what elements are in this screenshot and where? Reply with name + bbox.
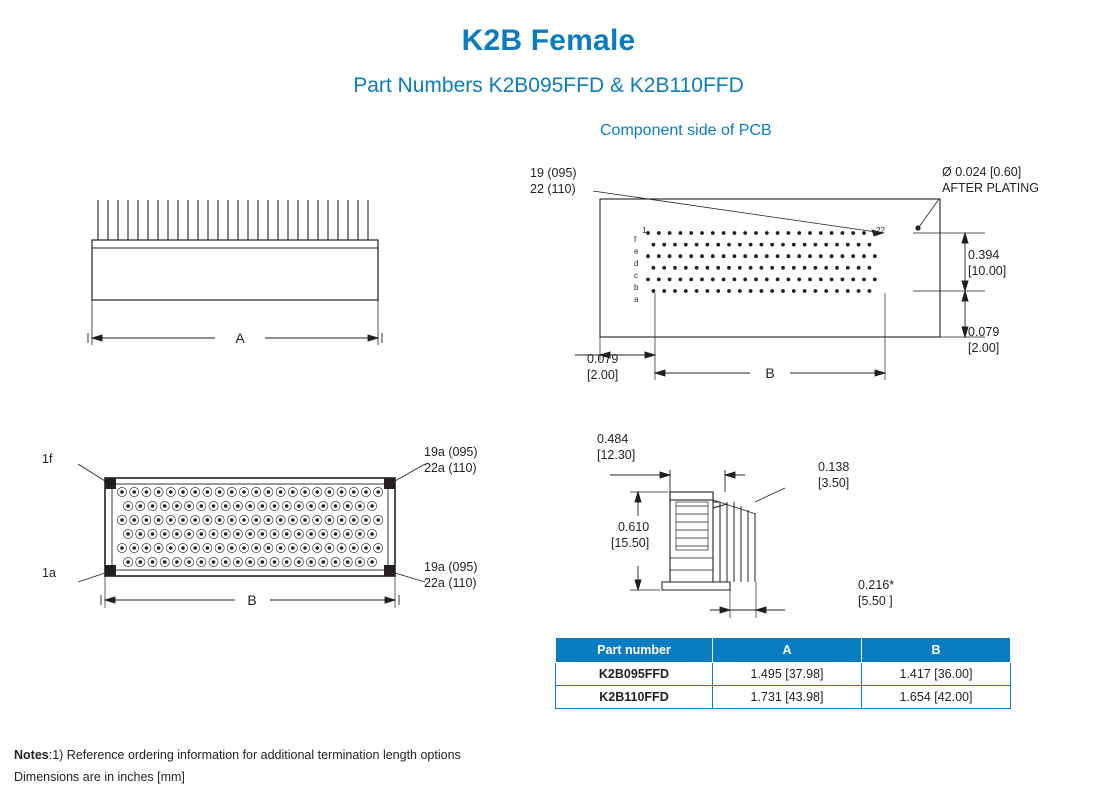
footprint-row-count-095: 19 (095) (530, 166, 577, 180)
bottom-view-label-top-right-line1: 19a (095) (424, 445, 478, 459)
table-cell-a: 1.731 [43.98] (713, 686, 862, 709)
footprint-row-letter-c: c (634, 271, 638, 280)
footprint-dim-right-1 (968, 248, 1006, 279)
bottom-view-label-top-right-line2: 22a (110) (424, 460, 477, 475)
table-header-part-number: Part number (556, 638, 713, 663)
bottom-view-label-top-left: 1f (42, 452, 53, 466)
footprint-dim-right-2-mm: [2.00] (968, 340, 1000, 355)
side-view-dim-tail-mm: [3.50] (818, 475, 850, 490)
dimension-table (555, 637, 1011, 709)
bottom-view-label-bottom-right (424, 560, 478, 591)
side-view-dim-bottom (858, 578, 894, 609)
bottom-view-label-top-right (424, 445, 478, 476)
footprint-row-letter-d: d (634, 259, 639, 268)
notes-label: Notes (14, 748, 49, 762)
notes-line-1 (14, 748, 461, 762)
footprint-dim-right-2-in: 0.079 (968, 325, 1000, 339)
footprint-row-letter-b: b (634, 283, 639, 292)
side-view-dim-width-mm: [12.30] (597, 447, 636, 462)
footprint-dim-right-1-in: 0.394 (968, 248, 1000, 262)
front-view-dim-a: A (235, 330, 245, 346)
footprint-dim-left-mm: [2.00] (587, 367, 619, 382)
footprint-row-letter-a: a (634, 295, 639, 304)
footprint-row-count-110: 22 (110) (530, 181, 576, 196)
pcb-caption: Component side of PCB (600, 122, 772, 139)
table-row (556, 663, 1011, 686)
side-view-dim-width (597, 432, 635, 463)
table-cell-a: 1.495 [37.98] (713, 663, 862, 686)
footprint-hole-after-plating: AFTER PLATING (942, 180, 1040, 195)
side-view-dim-tail-in: 0.138 (818, 460, 850, 474)
table-header-a: A (713, 638, 862, 663)
side-view-dim-width-in: 0.484 (597, 432, 629, 446)
table-row (556, 686, 1011, 709)
footprint-dim-right-1-mm: [10.00] (968, 263, 1007, 278)
side-view-dim-bottom-in: 0.216* (858, 578, 895, 592)
footprint-row-count-labels (530, 166, 577, 197)
table-cell-part-number: K2B095FFD (556, 663, 713, 686)
footprint-dim-right-2 (968, 325, 999, 356)
page-subtitle: Part Numbers K2B095FFD & K2B110FFD (353, 74, 744, 97)
notes-block (14, 748, 461, 792)
bottom-view-dim-b: B (247, 592, 257, 608)
side-view-dim-bottom-mm: [5.50 ] (858, 593, 893, 608)
footprint-dim-b: B (765, 365, 775, 381)
notes-line-2: Dimensions are in inches [mm] (14, 770, 185, 784)
footprint-dim-left-in: 0.079 (587, 352, 619, 366)
bottom-view-drawing (60, 440, 480, 625)
table-header-b: B (862, 638, 1011, 663)
front-view-drawing (70, 190, 410, 360)
bottom-view-label-bottom-left: 1a (42, 566, 56, 580)
table-cell-part-number: K2B110FFD (556, 686, 713, 709)
side-view-dim-height-in: 0.610 (617, 520, 650, 534)
bottom-view-label-bottom-right-line2: 22a (110) (424, 575, 477, 590)
side-view-dim-height (611, 520, 649, 551)
notes-line-1-text: :1) Reference ordering information for additional termination length options (48, 748, 461, 762)
footprint-hole-note (942, 165, 1039, 196)
footprint-row-letter-e: e (634, 247, 639, 256)
footprint-last-col-num: 22 (876, 226, 885, 235)
footprint-row-letter-f: f (634, 235, 637, 244)
side-view-dim-tail (818, 460, 849, 491)
footprint-hole-diameter: Ø 0.024 [0.60] (942, 165, 1022, 179)
table-header-row (556, 638, 1011, 663)
side-view-dim-height-mm: [15.50] (611, 535, 650, 550)
page-title: K2B Female (461, 24, 636, 57)
footprint-dim-left (587, 352, 618, 383)
bottom-view-label-bottom-right-line1: 19a (095) (424, 560, 478, 574)
table-cell-b: 1.654 [42.00] (862, 686, 1011, 709)
table-cell-b: 1.417 [36.00] (862, 663, 1011, 686)
footprint-corner-num-1: 1 (642, 226, 647, 235)
